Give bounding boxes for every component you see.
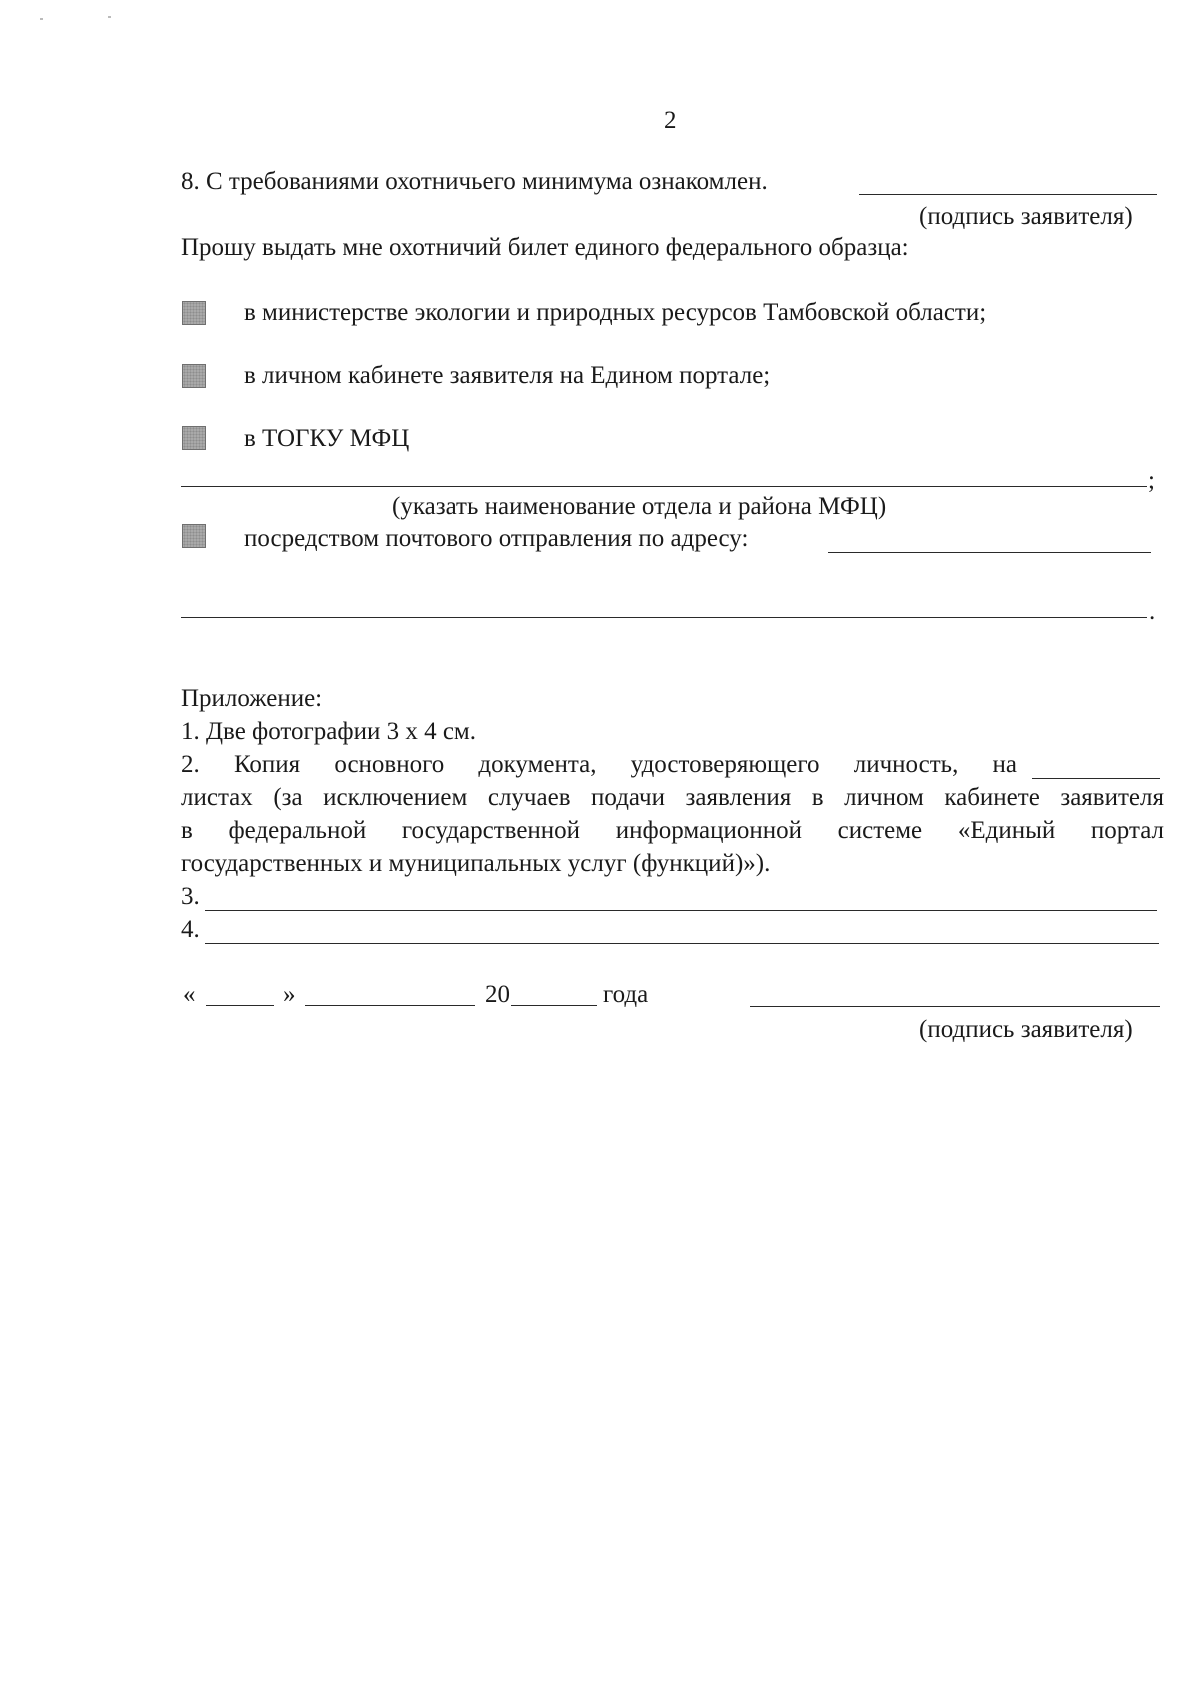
date-close-quote: » — [283, 981, 296, 1008]
appendix-item-2-line-2: листах (за исключением случаев подачи заявления в личном кабинете заявителя — [181, 784, 1164, 811]
appendix-item-2-line-1: 2. Копия основного документа, удостоверяющего личность, на — [181, 751, 1017, 778]
date-year-prefix: 20 — [485, 981, 510, 1008]
scan-speck — [108, 16, 111, 18]
date-year-line — [511, 1005, 597, 1006]
appendix-item-2-pages-line — [1032, 778, 1160, 779]
option-ministry-checkbox[interactable] — [182, 301, 206, 325]
date-day-line — [206, 1005, 274, 1006]
mail-address-line-1 — [828, 552, 1151, 553]
appendix-title: Приложение: — [181, 685, 323, 712]
final-signature-caption: (подпись заявителя) — [919, 1016, 1133, 1043]
mail-address-line-2 — [181, 617, 1147, 618]
option-portal-checkbox[interactable] — [182, 364, 206, 388]
appendix-item-4-line — [205, 943, 1159, 944]
appendix-item-3-line — [205, 910, 1157, 911]
date-year-suffix: года — [603, 981, 649, 1008]
appendix-item-2-line-3: в федеральной государственной информационной системе «Единый портал — [181, 817, 1164, 844]
request-text: Прошу выдать мне охотничий билет единого федерального образца: — [181, 234, 909, 261]
date-month-line — [305, 1005, 475, 1006]
option-mfc-checkbox[interactable] — [182, 426, 206, 450]
item-8-text: 8. С требованиями охотничьего минимума ознакомлен. — [181, 168, 768, 195]
item-8-signature-line — [859, 194, 1157, 195]
mail-address-line-end: . — [1149, 598, 1156, 625]
item-8-signature-caption: (подпись заявителя) — [919, 203, 1133, 230]
date-open-quote: « — [183, 981, 196, 1008]
option-mail-label: посредством почтового отправления по адресу: — [244, 525, 749, 552]
option-portal-label: в личном кабинете заявителя на Едином портале; — [244, 362, 771, 389]
scan-speck — [40, 18, 43, 20]
mfc-name-caption: (указать наименование отдела и района МФЦ) — [392, 493, 887, 520]
option-mail-checkbox[interactable] — [182, 524, 206, 548]
final-signature-line — [750, 1006, 1160, 1007]
appendix-item-4-number: 4. — [181, 916, 200, 943]
mfc-name-line — [181, 486, 1147, 487]
appendix-item-2-line-4: государственных и муниципальных услуг (функций)»). — [181, 850, 771, 877]
mfc-name-line-end: ; — [1148, 467, 1155, 494]
option-mfc-label: в ТОГКУ МФЦ — [244, 425, 410, 452]
option-ministry-label: в министерстве экологии и природных ресурсов Тамбовской области; — [244, 299, 987, 326]
appendix-item-3-number: 3. — [181, 883, 200, 910]
page-number: 2 — [664, 107, 677, 134]
appendix-item-1: 1. Две фотографии 3 х 4 см. — [181, 718, 476, 745]
